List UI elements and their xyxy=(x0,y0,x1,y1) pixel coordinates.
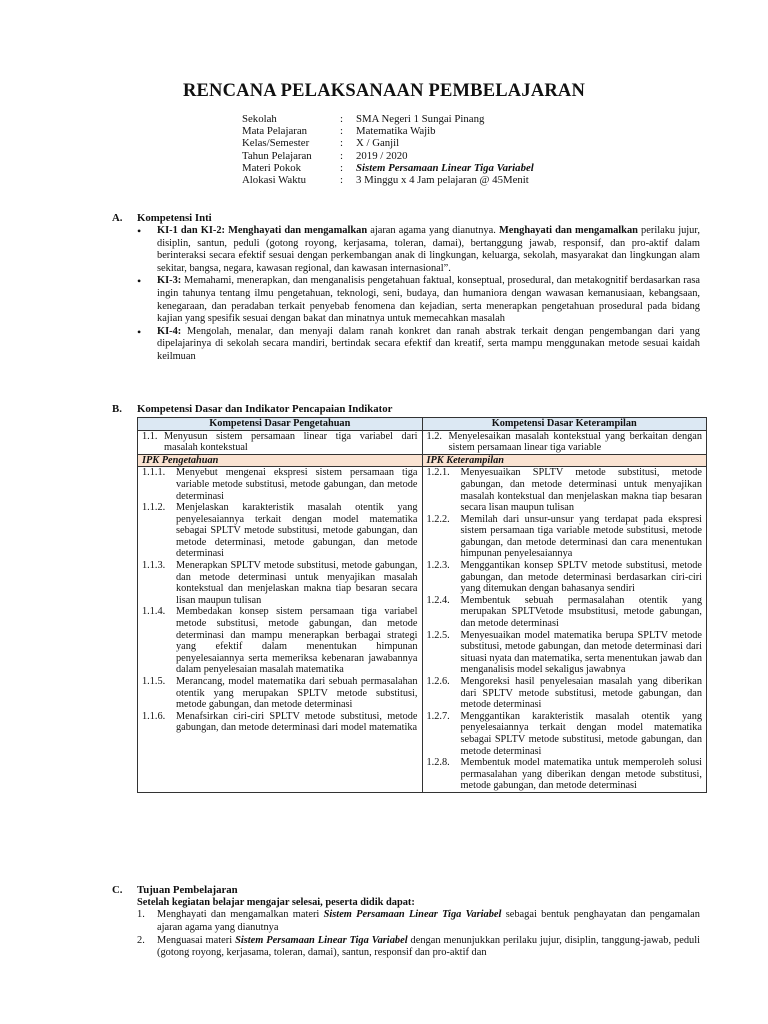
ipk-number: 1.2.7. xyxy=(426,710,450,722)
ipk-text: Memilah dari unsur-unsur yang terdapat pada ekspresi sistem persamaan tiga variable metode substitusi, metode gabungan, dan metode determinasi dan cara menentukan himpunan penyelesaiannya xyxy=(460,513,702,560)
tujuan-pre: Menghayati dan mengamalkan materi xyxy=(157,909,324,921)
tujuan-list xyxy=(112,909,700,959)
ipk-item xyxy=(427,630,703,676)
identity-label: Sekolah xyxy=(242,113,277,125)
ipk-number: 1.1.1. xyxy=(142,467,166,479)
section-title: Kompetensi Inti xyxy=(137,212,212,224)
ipk-item xyxy=(427,757,703,792)
ki-label: KI-3: xyxy=(157,275,182,287)
identity-value: Sistem Persamaan Linear Tiga Variabel xyxy=(356,161,534,174)
ipk-item xyxy=(427,676,703,711)
ipk-number: 1.1.3. xyxy=(142,560,166,572)
section-title: Kompetensi Dasar dan Indikator Pencapaian Indikator xyxy=(137,403,393,415)
ipk-number: 1.1.6. xyxy=(142,710,166,722)
ki-emphasis: Menghayati dan mengamalkan xyxy=(498,224,638,236)
section-kompetensi-inti xyxy=(112,212,700,363)
identity-row xyxy=(242,174,562,186)
identity-sep: : xyxy=(340,137,343,150)
ipk-item xyxy=(142,606,418,676)
kd-text: Menyusun sistem persamaan linear tiga variabel dari masalah kontekstual xyxy=(164,430,418,454)
ipk-item xyxy=(142,560,418,606)
identity-sep: : xyxy=(340,149,343,162)
identity-value: Matematika Wajib xyxy=(356,125,436,138)
section-letter: A. xyxy=(112,212,123,224)
identity-sep: : xyxy=(340,161,343,174)
section-heading xyxy=(112,403,712,416)
identity-label: Materi Pokok xyxy=(242,161,302,174)
ipk-number: 1.2.1. xyxy=(426,467,450,479)
tujuan-text xyxy=(157,909,700,934)
section-kompetensi-dasar xyxy=(112,403,712,793)
ipk-title-left: IPK Pengetahuan xyxy=(138,454,423,467)
ki-text: ajaran agama yang dianutnya. xyxy=(367,224,499,236)
identity-value: 2019 / 2020 xyxy=(356,149,408,162)
ipk-item xyxy=(427,711,703,757)
ipk-text: Mengoreksi hasil penyelesaian masalah yang diberikan dari SPLTV metode substitusi, metode gabungan, dan metode determinasi xyxy=(460,676,702,711)
identity-label: Tahun Pelajaran xyxy=(242,149,312,162)
ipk-number: 1.1.4. xyxy=(142,606,166,618)
kd-header-row xyxy=(138,417,707,430)
identity-row xyxy=(242,137,562,149)
ipk-number: 1.1.5. xyxy=(142,676,166,688)
ipk-text: Membentuk sebuah permasalahan otentik yang merupakan SPLTVetode msubstitusi, metode gabungan, dan metode determinasi xyxy=(460,594,702,630)
document-title: RENCANA PELAKSANAAN PEMBELAJARAN xyxy=(182,81,586,101)
ipk-row xyxy=(138,467,707,793)
identity-value: SMA Negeri 1 Sungai Pinang xyxy=(356,113,485,125)
ipk-item xyxy=(427,560,703,595)
identity-row xyxy=(242,113,562,125)
identity-label: Mata Pelajaran xyxy=(242,125,308,138)
ipk-text: Menggantikan konsep SPLTV metode substitusi, metode gabungan, dan metode determinasi berdasarkan ciri-ciri yang ditemukan dengan bahasanya sendiri xyxy=(460,560,702,595)
kd-text: Menyelesaikan masalah kontekstual yang berkaitan dengan sistem persamaan linear tiga variable xyxy=(448,430,702,454)
ipk-text: Menyesuaikan model matematika berupa SPLTV metode substitusi, metode gabungan, dan metode determinasi dari situasi nyata dan matematika, serta menentukan jawab dan menganalisis model sekaligus jawabnya xyxy=(460,629,702,676)
ipk-text: Menyesuaikan SPLTV metode substitusi, metode gabungan, dan metode determinasi untuk menyajikan masalah kontekstual dan menjelaskan makna tiap besaran secara lisan maupun tulisan xyxy=(460,467,702,514)
ipk-title-right: IPK Keterampilan xyxy=(422,454,707,467)
kd-item xyxy=(142,431,418,454)
ki-text: perilaku jujur, disiplin, santun, peduli (gotong royong, kerjasama, toleran, damai), bertanggung jawab, responsif, dan pro-aktif dalam berinteraksi secara efektif sesuai dengan perkembangan anak di lingkungan, keluarga, sekolah, masyarakat dan lingkungan alam sekitar, bangsa, negara, kawasan regional, dan kawasan internasional”. xyxy=(157,224,701,274)
ki-emphasis: Menghayati dan mengamalkan xyxy=(228,224,368,236)
ki-label: KI-1 dan KI-2: xyxy=(157,224,225,236)
ipk-cell-left xyxy=(138,467,423,793)
tujuan-pre: Menguasai materi xyxy=(157,934,236,946)
ki-list xyxy=(112,225,700,364)
ipk-number: 1.2.6. xyxy=(426,676,450,688)
identity-sep: : xyxy=(340,113,343,125)
ipk-item xyxy=(142,502,418,560)
ipk-cell-right xyxy=(422,467,707,793)
tujuan-text xyxy=(157,935,700,960)
kd-item xyxy=(427,431,703,454)
ipk-header-row xyxy=(138,454,707,467)
identity-row xyxy=(242,162,562,174)
identity-label: Alokasi Waktu xyxy=(242,174,307,187)
kd-header-right: Kompetensi Dasar Keterampilan xyxy=(422,417,707,430)
kd-row xyxy=(138,430,707,454)
ipk-number: 1.2.5. xyxy=(426,629,450,641)
ki-text: Mengolah, menalar, dan menyaji dalam ranah konkret dan ranah abstrak terkait dengan pengembangan dari yang dipelajarinya di sekolah secara mandiri, bertindak secara efektif dan kreatif, serta mampu menggunakan metode sesuai kaidah keilmuan xyxy=(157,325,700,362)
kd-table-wrap xyxy=(137,417,707,793)
identity-value: X / Ganjil xyxy=(356,137,400,150)
tujuan-intro: Setelah kegiatan belajar mengajar selesai, peserta didik dapat: xyxy=(137,896,415,908)
identity-sep: : xyxy=(340,125,343,138)
section-heading xyxy=(112,212,700,225)
ipk-text: Merancang, model matematika dari sebuah permasalahan otentik yang merupakan SPLTV metode substitusi, metode gabungan, dan metode determinasi xyxy=(176,676,418,711)
ki-item xyxy=(137,275,700,325)
kd-header-left: Kompetensi Dasar Pengetahuan xyxy=(138,417,423,430)
tujuan-number: 1. xyxy=(137,909,145,921)
identity-row xyxy=(242,125,562,137)
kd-number: 1.2. xyxy=(426,430,442,442)
ipk-item xyxy=(142,467,418,502)
identity-table xyxy=(242,113,562,186)
section-heading xyxy=(112,884,700,897)
ipk-number: 1.2.4. xyxy=(426,594,450,606)
section-title: Tujuan Pembelajaran xyxy=(137,884,238,896)
identity-row xyxy=(242,150,562,162)
kd-cell-right xyxy=(422,430,707,454)
section-letter: C. xyxy=(112,884,123,896)
tujuan-post: dengan menunjukkan perilaku jujur, disiplin, tanggung-jawab, peduli (gotong royong, kerjasama, toleran, damai), santun, responsif dan pro-aktif dan xyxy=(157,934,701,959)
ipk-number: 1.1.2. xyxy=(142,502,166,514)
ki-item xyxy=(137,326,700,364)
tujuan-post: sebagai bentuk penghayatan dan pengamalan ajaran agama yang dianutnya xyxy=(157,909,700,934)
ipk-text: Menggantikan karakteristik masalah otentik yang penyelesaiannya terkait dengan model matematika sebagai SPLTV metode substitusi, metode gabungan, dan metode determinasi xyxy=(460,710,702,757)
ipk-item xyxy=(142,711,418,734)
ipk-text: Menyebut mengenai ekspresi sistem persamaan tiga variable metode substitusi, metode gabungan, dan metode determinasi xyxy=(176,467,418,502)
ipk-text: Menerapkan SPLTV metode substitusi, metode gabungan, dan metode determinasi untuk menyajikan masalah kontekstual dan menjelaskan makna tiap besaran secara lisan maupun tulisan xyxy=(176,560,418,606)
section-tujuan-pembelajaran xyxy=(112,884,700,960)
tujuan-item xyxy=(137,909,700,934)
ipk-text: Membentuk model matematika untuk memperoleh solusi permasalahan yang diberikan dengan metode substitusi, metode gabungan, dan metode determinasi xyxy=(460,757,702,792)
ipk-text: Menjelaskan karakteristik masalah otentik yang penyelesaiannya terkait dengan model matematika sebagai SPLTV metode substitusi, metode gabungan, dan metode determinasi, metode gabungan, dan metode determinasi xyxy=(176,502,418,560)
ipk-item xyxy=(427,595,703,630)
ipk-text: Membedakan konsep sistem persamaan tiga variabel metode substitusi, metode gabungan, dan metode determinasi dan mampu menerapkan berbagai strategi yang efektif dalam menentukan himpunan penyelesaiannya serta memeriksa kebenaran jawabannya dalam penyelesaian masalah matematika xyxy=(176,606,418,676)
ipk-item xyxy=(427,514,703,560)
ipk-item xyxy=(427,467,703,513)
tujuan-number: 2. xyxy=(137,934,145,946)
identity-label: Kelas/Semester xyxy=(242,137,310,150)
ipk-number: 1.2.2. xyxy=(426,513,450,525)
ki-item xyxy=(137,225,700,275)
section-letter: B. xyxy=(112,403,122,415)
ipk-number: 1.2.3. xyxy=(426,560,450,572)
kd-number: 1.1. xyxy=(142,430,158,442)
ki-text: Memahami, menerapkan, dan menganalisis pengetahuan faktual, konseptual, prosedural, dan metakognitif berdasarkan rasa ingin tahunya tentang ilmu pengetahuan, teknologi, seni, budaya, dan humaniora dengan wawasan kemanusiaan, kebangsaan, kenegaraan, dan peradaban terkait penyebab fenomena dan kejadian, serta menerapkan pengetahuan prosedural pada bidang kajian yang spesifik sesuai dengan bakat dan minatnya untuk memecahkan masalah xyxy=(157,275,700,325)
identity-value: 3 Minggu x 4 Jam pelajaran @ 45Menit xyxy=(356,174,529,187)
ki-label: KI-4: xyxy=(157,325,182,337)
tujuan-emphasis: Sistem Persamaan Linear Tiga Variabel xyxy=(323,909,502,921)
kd-table xyxy=(137,417,707,793)
identity-sep: : xyxy=(340,174,343,187)
tujuan-emphasis: Sistem Persamaan Linear Tiga Variabel xyxy=(235,934,408,946)
ipk-item xyxy=(142,676,418,711)
kd-cell-left xyxy=(138,430,423,454)
ipk-number: 1.2.8. xyxy=(426,757,450,769)
tujuan-item xyxy=(137,935,700,960)
ipk-text: Menafsirkan ciri-ciri SPLTV metode substitusi, metode gabungan, dan metode determinasi dari model matematika xyxy=(176,710,418,734)
